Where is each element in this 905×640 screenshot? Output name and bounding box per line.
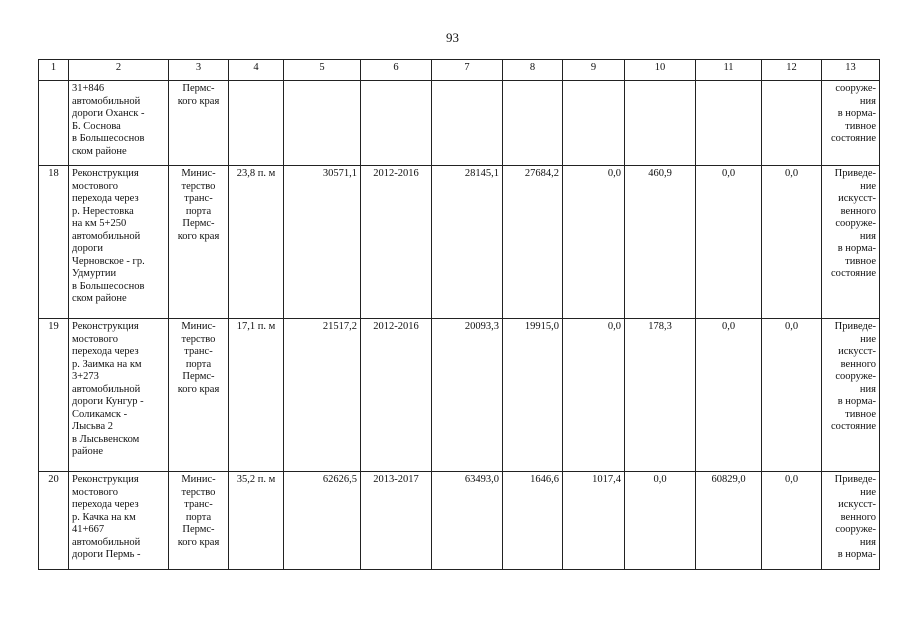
column-header: 13 [822,60,880,81]
column-header: 5 [284,60,361,81]
table-row [39,166,880,319]
column-header: 11 [696,60,762,81]
capacity-cell: 35,2 п. м [229,472,284,570]
estimated-cost-cell [284,81,361,166]
value-cell [563,81,625,166]
value-cell: 0,0 [563,166,625,319]
value-cell: 460,9 [625,166,696,319]
estimated-cost-cell: 21517,2 [284,319,361,472]
total-cell [432,81,503,166]
result-cell: Приведе- ние искусст- венного сооруже- ния в норма- [822,472,880,570]
value-cell: 0,0 [625,472,696,570]
column-header: 4 [229,60,284,81]
value-cell: 0,0 [696,166,762,319]
estimated-cost-cell: 62626,5 [284,472,361,570]
customer-cell: Минис- терство транс- порта Пермс- кого края [169,319,229,472]
value-cell [696,81,762,166]
capacity-cell: 23,8 п. м [229,166,284,319]
row-number [39,81,69,166]
page-number: 93 [446,30,459,45]
value-cell: 0,0 [696,319,762,472]
column-header: 3 [169,60,229,81]
row-number: 18 [39,166,69,319]
table-row [39,81,880,166]
column-header: 10 [625,60,696,81]
period-cell [361,81,432,166]
period-cell: 2012-2016 [361,319,432,472]
period-cell: 2012-2016 [361,166,432,319]
header-row [39,60,880,81]
column-header: 6 [361,60,432,81]
value-cell: 27684,2 [503,166,563,319]
result-cell: Приведе- ние искусст- венного сооруже- ния в норма- тивное состояние [822,166,880,319]
value-cell [762,81,822,166]
row-number: 19 [39,319,69,472]
column-header: 9 [563,60,625,81]
total-cell: 63493,0 [432,472,503,570]
value-cell: 0,0 [762,319,822,472]
column-header: 1 [39,60,69,81]
value-cell: 1017,4 [563,472,625,570]
estimated-cost-cell: 30571,1 [284,166,361,319]
capacity-cell [229,81,284,166]
result-cell: Приведе- ние искусст- венного сооруже- ния в норма- тивное состояние [822,319,880,472]
value-cell: 178,3 [625,319,696,472]
column-header: 2 [69,60,169,81]
value-cell: 0,0 [563,319,625,472]
object-name-cell: Реконструкция мостового перехода через р. Заимка на км 3+273 автомобильной дороги Кунгур - Соликамск - Лысьва 2 в Лысьвенском районе [69,319,169,472]
column-header: 8 [503,60,563,81]
value-cell: 19915,0 [503,319,563,472]
object-name-cell: Реконструкция мостового перехода через р. Нерестовка на км 5+250 автомобильной дороги Черновское - гр. Удмуртии в Большесоснов ском районе [69,166,169,319]
total-cell: 20093,3 [432,319,503,472]
capacity-cell: 17,1 п. м [229,319,284,472]
value-cell: 0,0 [762,472,822,570]
total-cell: 28145,1 [432,166,503,319]
budget-table [38,59,880,570]
customer-cell: Минис- терство транс- порта Пермс- кого края [169,166,229,319]
value-cell: 1646,6 [503,472,563,570]
value-cell: 0,0 [762,166,822,319]
result-cell: сооруже- ния в норма- тивное состояние [822,81,880,166]
table-row [39,472,880,570]
customer-cell: Пермс- кого края [169,81,229,166]
column-header: 7 [432,60,503,81]
value-cell [625,81,696,166]
value-cell [503,81,563,166]
period-cell: 2013-2017 [361,472,432,570]
object-name-cell: Реконструкция мостового перехода через р. Качка на км 41+667 автомобильной дороги Пермь - [69,472,169,570]
value-cell: 60829,0 [696,472,762,570]
table-row [39,319,880,472]
column-header: 12 [762,60,822,81]
object-name-cell: 31+846 автомобильной дороги Оханск - Б. Соснова в Большесоснов ском районе [69,81,169,166]
row-number: 20 [39,472,69,570]
customer-cell: Минис- терство транс- порта Пермс- кого края [169,472,229,570]
